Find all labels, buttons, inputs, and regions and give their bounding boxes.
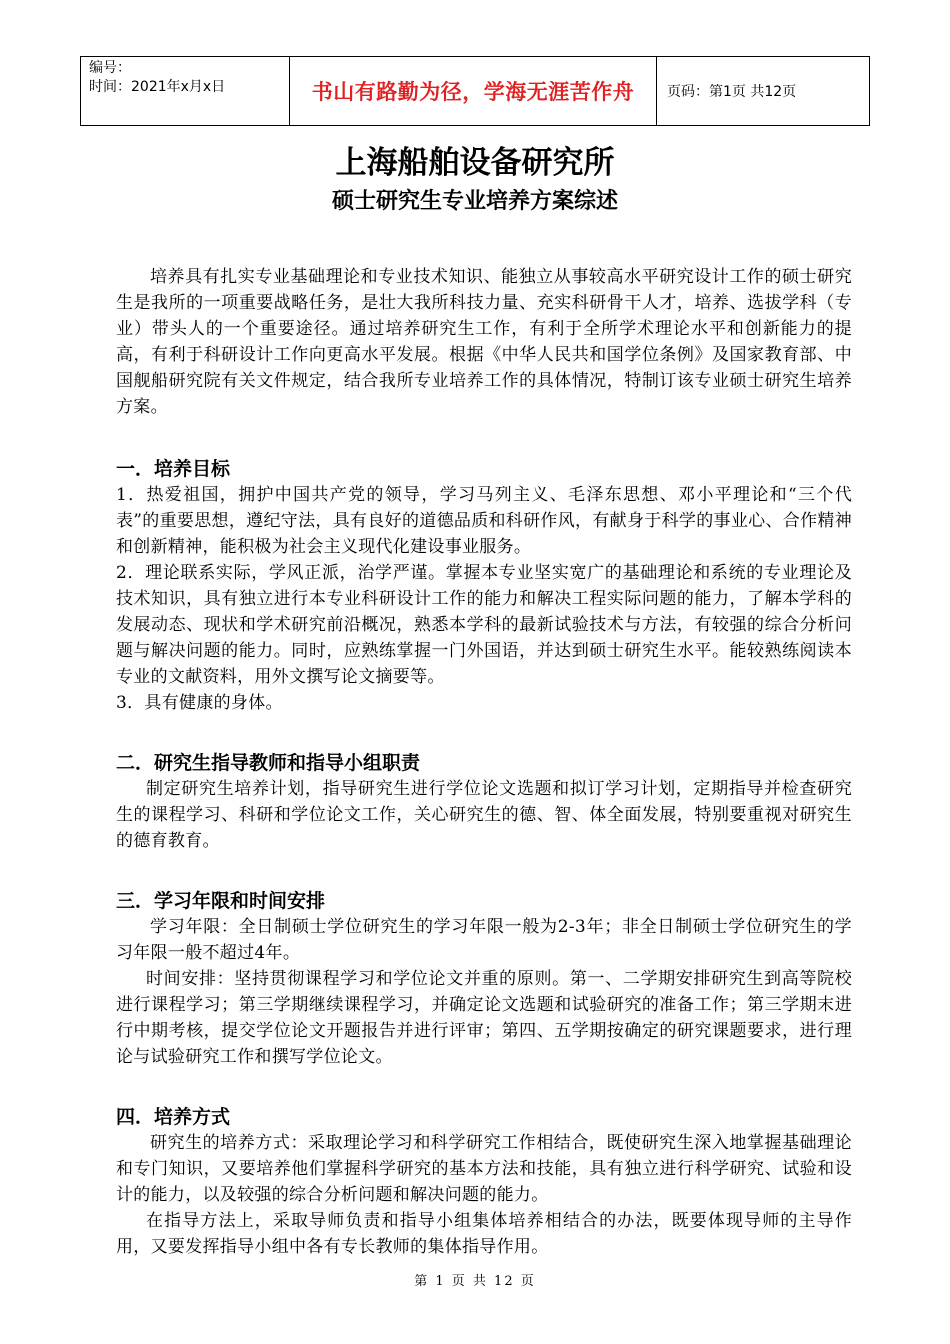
document-title: 上海船舶设备研究所: [335, 145, 615, 181]
document-header: [80, 56, 870, 126]
time-label: 时间：2021年x月x日: [89, 79, 226, 95]
section-heading-advisors: 二．研究生指导教师和指导小组职责: [116, 752, 421, 774]
header-meta: [81, 57, 290, 126]
training-guidance-paragraph: 在指导方法上，采取导师负责和指导小组集体培养相结合的办法，既要体现导师的主导作用，又要发挥指导小组中各有专长教师的集体指导作用。: [116, 1211, 852, 1257]
document-subtitle: 硕士研究生专业培养方案综述: [331, 189, 618, 214]
header-motto: 书山有路勤为径，学海无涯苦作舟: [290, 57, 657, 126]
goal-item-1: 1．热爱祖国，拥护中国共产党的领导，学习马列主义、毛泽东思想、邓小平理论和“三个代表”的重要思想，遵纪守法，具有良好的道德品质和科研作风，有献身于科学的事业心、合作精神和创新精神，能积极为社会主义现代化建设事业服务。: [116, 485, 852, 557]
page-footer: 第 1 页 共 12 页: [414, 1274, 536, 1289]
section-heading-training: 四．培养方式: [116, 1106, 231, 1128]
goal-item-3: 3．具有健康的身体。: [116, 693, 283, 713]
section-heading-goals: 一．培养目标: [116, 458, 231, 480]
intro-paragraph: 培养具有扎实专业基础理论和专业技术知识、能独立从事较高水平研究设计工作的硕士研究生是我所的一项重要战略任务，是壮大我所科技力量、充实科研骨干人才，培养、选拔学科（专业）带头人的一个重要途径。通过培养研究生工作，有利于全所学术理论水平和创新能力的提高，有利于科研设计工作向更高水平发展。根据《中华人民共和国学位条例》及国家教育部、中国舰船研究院有关文件规定，结合我所专业培养工作的具体情况，特制订该专业硕士研究生培养方案。: [116, 267, 852, 417]
header-page-code: 页码：第1页 共12页: [657, 57, 870, 126]
advisors-paragraph: 制定研究生培养计划，指导研究生进行学位论文选题和拟订学习计划，定期指导并检查研究生的课程学习、科研和学位论文工作，关心研究生的德、智、体全面发展，特别要重视对研究生的德育教育。: [116, 779, 852, 851]
number-label: 编号：: [89, 60, 131, 76]
schedule-arrangement-paragraph: 时间安排：坚持贯彻课程学习和学位论文并重的原则。第一、二学期安排研究生到高等院校进行课程学习；第三学期继续课程学习，并确定论文选题和试验研究的准备工作；第三学期末进行中期考核，提交学位论文开题报告并进行评审；第四、五学期按确定的研究课题要求，进行理论与试验研究工作和撰写学位论文。: [116, 969, 852, 1067]
section-heading-schedule: 三．学习年限和时间安排: [116, 890, 326, 912]
goal-item-2: 2．理论联系实际，学风正派，治学严谨。掌握本专业坚实宽广的基础理论和系统的专业理论及技术知识，具有独立进行本专业科研设计工作的能力和解决工程实际问题的能力，了解本学科的发展动态、现状和学术研究前沿概况，熟悉本学科的最新试验技术与方法，有较强的综合分析问题与解决问题的能力。同时，应熟练掌握一门外国语，并达到硕士研究生水平。能较熟练阅读本专业的文献资料，用外文撰写论文摘要等。: [116, 563, 852, 687]
schedule-duration-paragraph: 学习年限：全日制硕士学位研究生的学习年限一般为2-3年；非全日制硕士学位研究生的学习年限一般不超过4年。: [116, 917, 852, 963]
document-body: [116, 264, 852, 1260]
training-method-paragraph: 研究生的培养方式：采取理论学习和科学研究工作相结合，既使研究生深入地掌握基础理论和专门知识，又要培养他们掌握科学研究的基本方法和技能，具有独立进行科学研究、试验和设计的能力，以及较强的综合分析问题和解决问题的能力。: [116, 1133, 852, 1205]
